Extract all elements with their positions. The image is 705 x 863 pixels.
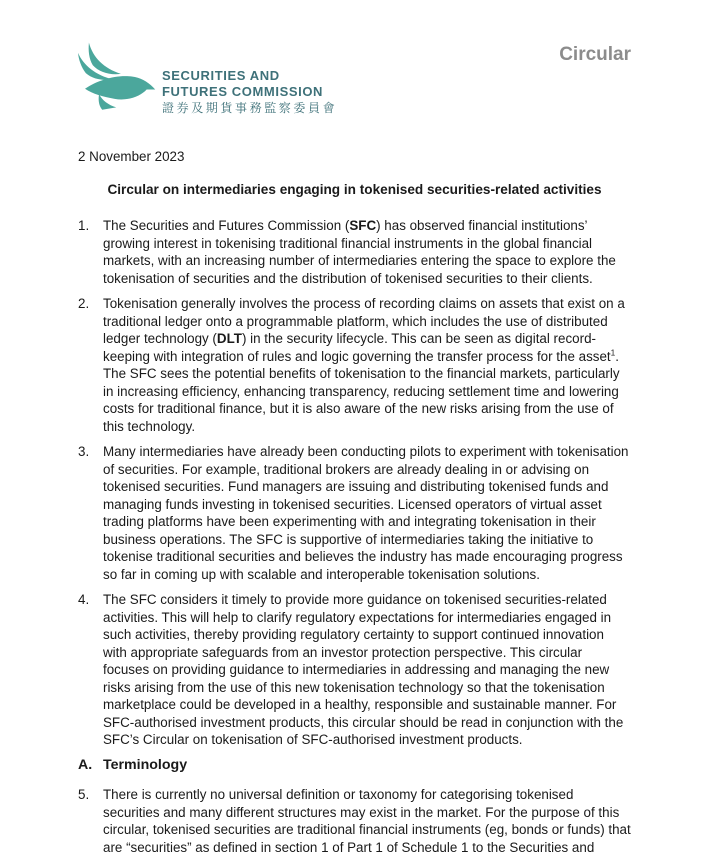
sfc-logo-text	[162, 68, 337, 116]
block-number: 5.	[78, 787, 90, 802]
block-number: 1.	[78, 218, 90, 233]
sfc-logo	[78, 36, 337, 118]
block-text: There is currently no universal definition or taxonomy for categorising tokenised securities and many different structures may exist in the market. For the purpose of this circular, tokenised securities are traditional financial instruments (eg, bonds or funds) that are “securities” as defined in section 1 of Part 1 of Schedule 1 to the Securities and	[103, 787, 631, 855]
section-heading	[78, 757, 631, 775]
block-text: Tokenisation generally involves the process of recording claims on assets that exist on a traditional ledger onto a programmable platform, which includes the use of distributed ledger technology (DLT) in the security lifecycle. This can be seen as digital record-keeping with integration of rules and logic governing the transfer process for the asset$^1$. The SFC sees the potential benefits of tokenisation to the financial markets, particularly in increasing efficiency, enhancing transparency, reducing settlement time and lowering costs for traditional finance, but it is also aware of the new risks arising from the use of this technology.	[103, 296, 625, 434]
numbered-paragraph	[78, 443, 631, 583]
block-number: 4.	[78, 592, 90, 607]
org-name-line2: FUTURES COMMISSION	[162, 83, 324, 99]
sfc-eagle-icon	[78, 36, 156, 118]
numbered-paragraph	[78, 217, 631, 287]
org-name-line1: SECURITIES AND	[162, 68, 280, 83]
block-text: Terminology	[103, 756, 188, 773]
block-number: 2.	[78, 296, 90, 311]
org-name-chinese: 證券及期貨事務監察委員會	[162, 101, 338, 115]
block-number: 3.	[78, 444, 90, 459]
numbered-paragraph	[78, 786, 631, 856]
block-text: The SFC considers it timely to provide more guidance on tokenised securities-related activities. This will help to clarify regulatory expectations for intermediaries engaged in such activities, thereby providing regulatory certainty to support continued innovation with appropriate safeguards from an investor protection perspective. This circular focuses on providing guidance to intermediaries in addressing and managing the new risks arising from the use of this new tokenisation technology so that the tokenisation marketplace could be developed in a healthy, responsible and sustainable manner. For SFC-authorised investment products, this circular should be read in conjunction with the SFC’s Circular on tokenisation of SFC-authorised investment products.	[103, 592, 624, 747]
block-text: The Securities and Futures Commission (SFC) has observed financial institutions’ growing interest in tokenising traditional financial instruments in the global financial markets, with an increasing number of intermediaries entering the space to explore the tokenisation of securities and the distribution of tokenised securities to their clients.	[103, 218, 616, 286]
document-date: 2 November 2023	[78, 149, 185, 164]
block-number: A.	[78, 756, 93, 773]
document-title: Circular on intermediaries engaging in tokenised securities-related activities	[107, 181, 602, 197]
numbered-paragraph	[78, 295, 631, 435]
document-body	[78, 217, 631, 856]
doc-type-label: Circular	[559, 44, 631, 65]
block-text: Many intermediaries have already been conducting pilots to experiment with tokenisation of securities. For example, traditional brokers are already dealing in or advising on tokenised securities. Fund managers are issuing and distributing tokenised funds and managing funds investing in tokenised securities. Licensed operators of virtual asset trading platforms have been experimenting with and integrating tokenisation in their business operations. The SFC is supportive of intermediaries taking the initiative to tokenise traditional securities and believes the industry has made encouraging progress so far in coming up with scalable and interoperable tokenisation solutions.	[103, 444, 629, 582]
numbered-paragraph	[78, 591, 631, 749]
document-header	[78, 36, 631, 118]
